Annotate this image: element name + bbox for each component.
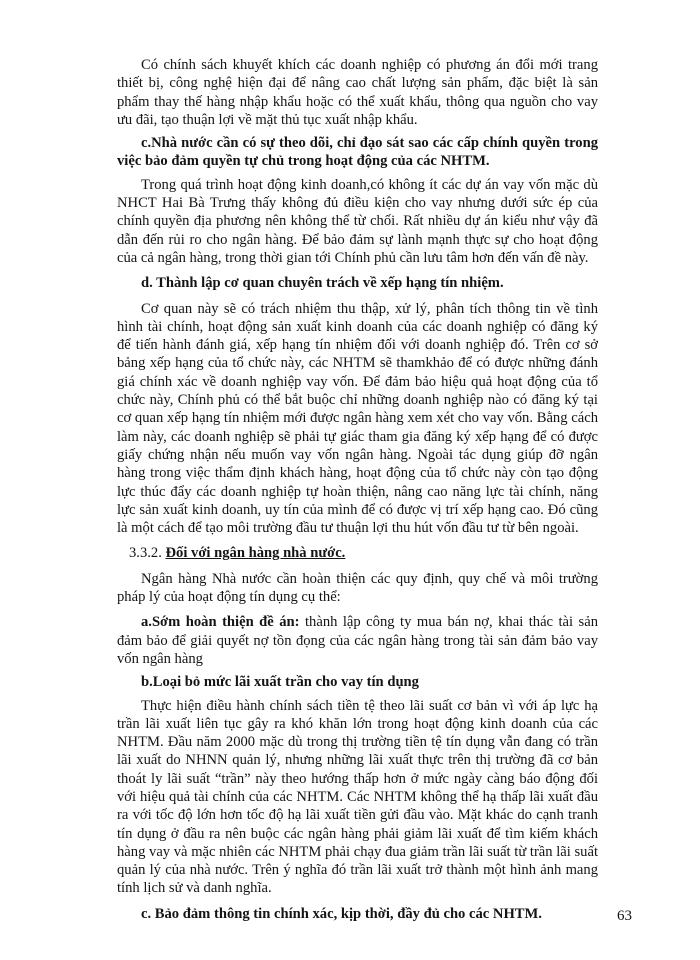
section-heading-3-3-2 bbox=[117, 544, 598, 562]
paragraph-local-pressure: Trong quá trình hoạt động kinh doanh,có không ít các dự án vay vốn mặc dù NHCT Hai Bà Trưng thấy không đủ điều kiện cho vay nhưng dưới sức ép của chính quyền địa phương nên không thể từ chối. Rất nhiều dự án kiểu như vậy đã dẫn đến rủi ro cho ngân hàng. Để bảo đảm sự lành mạnh thực sự cho hoạt động của cả ngân hàng, trong thời gian tới Chính phủ cần lưu tâm hơn đến vấn đề này. bbox=[117, 176, 598, 266]
text-column bbox=[117, 56, 598, 923]
heading-d-credit-rating-agency: d. Thành lập cơ quan chuyên trách về xếp hạng tín nhiệm. bbox=[141, 275, 504, 292]
heading-b-remove-rate-ceiling: b.Loại bỏ mức lãi xuất trần cho vay tín dụng bbox=[141, 674, 419, 691]
paragraph-central-bank: Ngân hàng Nhà nước cần hoàn thiện các quy định, quy chế và môi trường pháp lý của hoạt động tín dụng cụ thể: bbox=[117, 570, 598, 606]
paragraph-interest-policy: Thực hiện điều hành chính sách tiền tệ theo lãi suất cơ bản vì với áp lực hạ trần lãi xuất liên tục gây ra khó khăn lớn trong hoạt động kinh doanh của các NHTM. Đầu năm 2000 mặc dù trong thị trường tiền tệ tín dụng vẫn đang có trần lãi xuất do NHNN quản lý, nhưng những lãi xuất thực trên thị trường đã cơ bản thoát ly lãi suất “trần” này theo hướng thấp hơn ở mức ngày càng báo động đối với hiệu quả tài chính của các NHTM. Các NHTM không thể hạ thấp lãi xuất đầu ra với tốc độ lớn hơn tốc độ hạ lãi xuất tiền gửi đầu vào. Mặt khác do cạnh tranh tín dụng ở đầu ra nên buộc các ngân hàng phải giảm lãi xuất để tìm kiếm khách hàng vay và mặc nhiên các NHTM phải chạy đua giảm trần lãi suất từ trần lãi suất quản lý của nhà nước. Trên ý nghĩa đó trần lãi xuất trở thành một hình ảnh mang tính lịch sử và danh nghĩa. bbox=[117, 697, 598, 897]
paragraph-policy-support: Có chính sách khuyết khích các doanh nghiệp có phương án đổi mới trang thiết bị, công nghệ hiện đại để nâng cao chất lượng sản phẩm, đặc biệt là sản phẩm thay thế hàng nhập khẩu hoặc có thể xuất khẩu, thông qua nguồn cho vay ưu đãi, tạo thuận lợi về mặt thủ tục xuất nhập khẩu. bbox=[117, 57, 598, 128]
item-a-label: a.Sớm hoàn thiện đề án: bbox=[141, 614, 300, 631]
heading-c-state-monitoring: c.Nhà nước cần có sự theo dõi, chỉ đạo sát sao các cấp chính quyền trong việc bảo đảm quyền tự chủ trong hoạt động của các NHTM. bbox=[117, 135, 598, 170]
paragraph-credit-rating: Cơ quan này sẽ có trách nhiệm thu thập, xử lý, phân tích thông tin về tình hình tài chính, hoạt động sản xuất kinh doanh của các doanh nghiệp có đăng ký để tiến hành đánh giá, xếp hạng tín nhiệm đối với doanh nghiệp đó. Trên cơ sở bảng xếp hạng của tổ chức này, các NHTM sẽ thamkhảo để có được những đánh giá chính xác về doanh nghiệp vay vốn. Để đảm bảo hiệu quả hoạt động của tổ chức này, Chính phủ có thể bắt buộc chỉ những doanh nghiệp nào có đăng ký tại cơ quan xếp hạng tín nhiệm mới được ngân hàng xem xét cho vay vốn. Bằng cách làm này, các doanh nghiệp sẽ phải tự giác tham gia đăng ký xếp hạng để có được giấy chứng nhận nếu muốn vay vốn ngân hàng. Ngoài tác dụng giúp đỡ ngân hàng trong việc thẩm định khách hàng, hoạt động của tổ chức này còn tạo động lực thúc đẩy các doanh nghiệp tự hoàn thiện, nâng cao năng lực tài chính, năng lực sản xuất kinh doanh, uy tín của mình để có được vị trí xếp hạng cao. Đó cũng là một cách để tạo môi trường đầu tư thuận lợi thu hút vốn đầu tư từ bên ngoài. bbox=[117, 300, 598, 537]
section-title: Đối với ngân hàng nhà nước. bbox=[165, 545, 346, 562]
paragraph-a-debt-company bbox=[117, 613, 598, 668]
section-number: 3.3.2. bbox=[129, 545, 162, 562]
item-a-text: thành lập công ty mua bán nợ, khai thác tài sản đảm bảo để giải quyết nợ tồn đọng của các ngân hàng trong tài sản đảm bảo vay vốn ngân hàng bbox=[117, 614, 599, 667]
page-number: 63 bbox=[617, 908, 632, 924]
heading-c-information: c. Bảo đảm thông tin chính xác, kịp thời, đầy đủ cho các NHTM. bbox=[141, 905, 542, 922]
